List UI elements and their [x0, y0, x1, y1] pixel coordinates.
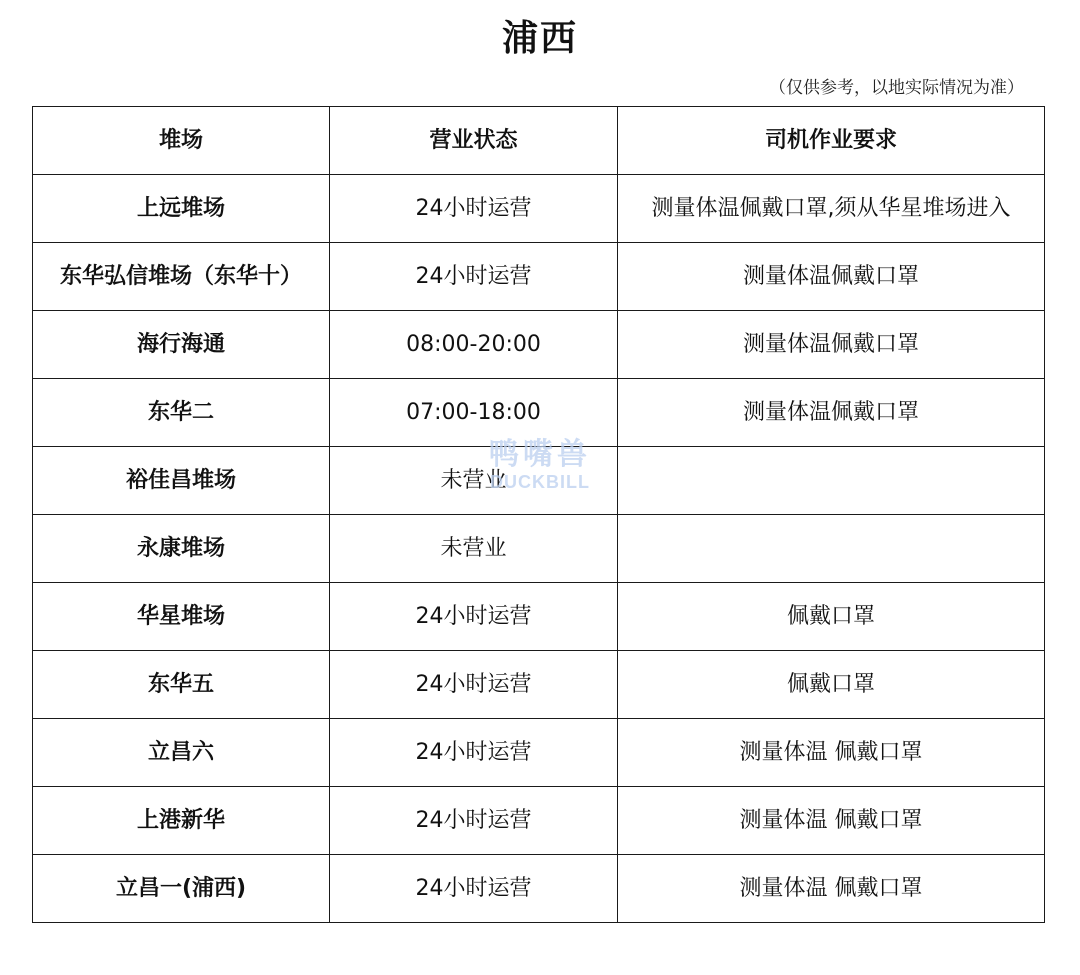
- table-row: [33, 515, 1045, 583]
- watermark-cn-text: 鸭嘴兽: [489, 437, 591, 472]
- table-row: [33, 583, 1045, 651]
- requirement-cell: [618, 447, 1045, 515]
- yard-name-cell: 立昌六: [33, 719, 330, 787]
- yard-name-cell: 上远堆场: [33, 175, 330, 243]
- table-row: [33, 447, 1045, 515]
- header-requirement: 司机作业要求: [618, 107, 1045, 175]
- yard-status-table: [32, 106, 1045, 923]
- header-status: 营业状态: [330, 107, 618, 175]
- table-row: [33, 311, 1045, 379]
- table-row: [33, 175, 1045, 243]
- status-cell: 24小时运营: [330, 719, 618, 787]
- yard-name-cell: 海行海通: [33, 311, 330, 379]
- table-row: [33, 243, 1045, 311]
- status-cell: 07:00-18:00: [330, 379, 618, 447]
- status-cell: 未营业: [330, 447, 618, 515]
- yard-name-cell: 华星堆场: [33, 583, 330, 651]
- table-row: [33, 651, 1045, 719]
- requirement-cell: 测量体温 佩戴口罩: [618, 719, 1045, 787]
- yard-name-cell: 立昌一(浦西): [33, 855, 330, 923]
- yard-name-cell: 东华五: [33, 651, 330, 719]
- page-title: 浦西: [501, 18, 578, 59]
- requirement-cell: 测量体温佩戴口罩: [618, 311, 1045, 379]
- status-cell: 24小时运营: [330, 583, 618, 651]
- table-row: [33, 719, 1045, 787]
- header-yard: 堆场: [33, 107, 330, 175]
- requirement-cell: 测量体温佩戴口罩: [618, 243, 1045, 311]
- status-cell: 24小时运营: [330, 175, 618, 243]
- yard-name-cell: 永康堆场: [33, 515, 330, 583]
- requirement-cell: 测量体温 佩戴口罩: [618, 855, 1045, 923]
- yard-name-cell: 上港新华: [33, 787, 330, 855]
- requirement-cell: [618, 515, 1045, 583]
- disclaimer-note: （仅供参考，以地实际情况为准）: [769, 78, 1024, 98]
- status-cell: 24小时运营: [330, 855, 618, 923]
- yard-name-cell: 东华二: [33, 379, 330, 447]
- requirement-cell: 测量体温佩戴口罩: [618, 379, 1045, 447]
- yard-name-cell: 东华弘信堆场（东华十）: [33, 243, 330, 311]
- watermark-en-text: DUCKBILL: [490, 472, 590, 492]
- status-cell: 24小时运营: [330, 787, 618, 855]
- table-row: [33, 855, 1045, 923]
- status-cell: 24小时运营: [330, 651, 618, 719]
- requirement-cell: 测量体温 佩戴口罩: [618, 787, 1045, 855]
- table-header-row: [33, 107, 1045, 175]
- table-row: [33, 379, 1045, 447]
- requirement-cell: 佩戴口罩: [618, 651, 1045, 719]
- table-row: [33, 787, 1045, 855]
- status-cell: 24小时运营: [330, 243, 618, 311]
- requirement-cell: 测量体温佩戴口罩,须从华星堆场进入: [618, 175, 1045, 243]
- yard-name-cell: 裕佳昌堆场: [33, 447, 330, 515]
- requirement-cell: 佩戴口罩: [618, 583, 1045, 651]
- status-cell: 08:00-20:00: [330, 311, 618, 379]
- status-cell: 未营业: [330, 515, 618, 583]
